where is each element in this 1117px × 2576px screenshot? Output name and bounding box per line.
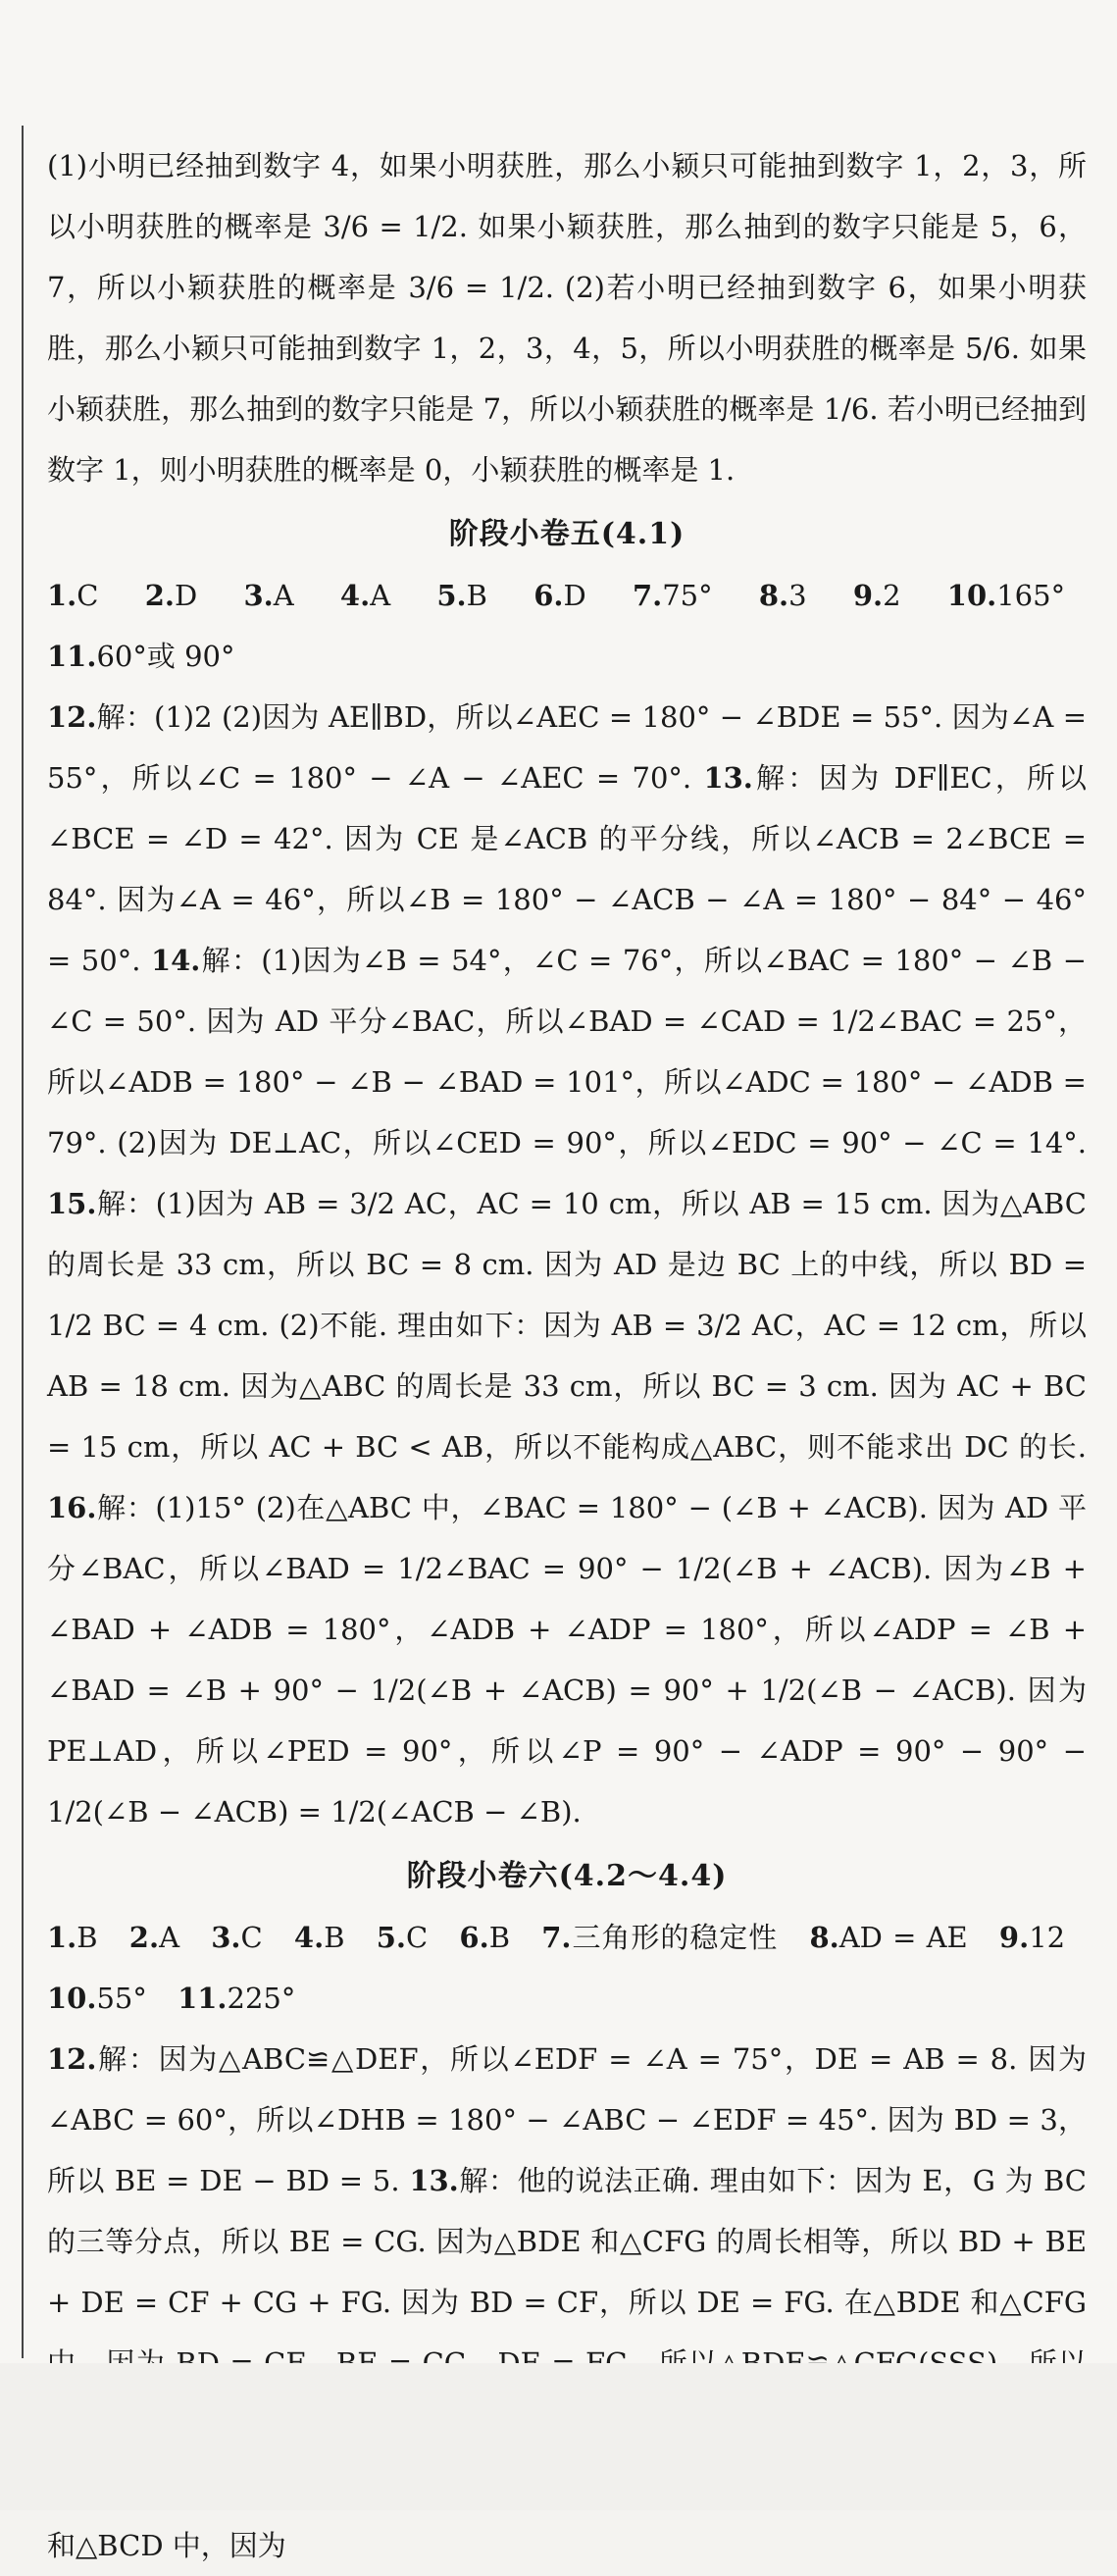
answer-item: 1.C [47, 579, 99, 612]
question-number: 13. [703, 761, 753, 795]
answer-item: 1.B [47, 1921, 98, 1954]
solution-12: 解：因为△ABC≌△DEF，所以∠EDF = ∠A = 75°，DE = AB = 8. 因为∠ABC = 60°，所以∠DHB = 180° − ∠ABC − ∠EDF = 45°. 因为 BD = 3，所以 BE = DE − BD = 5. [47, 2042, 1087, 2197]
answer-item: 7.三角形的稳定性 [541, 1921, 779, 1954]
answer-item: 11.225° [178, 1982, 296, 2015]
answer-item: 3.A [243, 579, 294, 612]
answer-item: 9.2 [852, 579, 901, 612]
solution-14: 解：(1)因为∠B = 54°，∠C = 76°，所以∠BAC = 180° − ∠B − ∠C = 50°. 因为 AD 平分∠BAC，所以∠BAD = ∠CAD = 1/2∠BAC = 25°，所以∠ADB = 180° − ∠B − ∠BAD = 101°，所以∠ADC = 180° − ∠ADB = 79°. (2)因为 DE⊥AC，所以∠CED = 90°，所以∠EDC = 90° − ∠C = 14°. [47, 944, 1087, 1159]
question-number: 13. [409, 2164, 459, 2197]
question-number: 12. [47, 2042, 97, 2076]
answer-item: 2.A [128, 1921, 180, 1954]
solution-16: 解：(1)15° (2)在△ABC 中，∠BAC = 180° − (∠B + ∠ACB). 因为 AD 平分∠BAC，所以∠BAD = 1/2∠BAC = 90° − 1/2(∠B + ∠ACB). 因为∠B + ∠BAD + ∠ADB = 180°，∠ADB + ∠ADP = 180°，所以∠ADP = ∠B + ∠BAD = ∠B + 90° − 1/2(∠B + ∠ACB) = 90° + 1/2(∠B − ∠ACB). 因为 PE⊥AD，所以∠PED = 90°，所以∠P = 90° − ∠ADP = 90° − 90° − 1/2(∠B − ∠ACB) = 1/2(∠ACB − ∠B). [47, 1491, 1087, 1829]
answer-item: 8.3 [758, 579, 807, 612]
section-title-5: 阶段小卷五(4.1) [448, 517, 685, 551]
section-5-solutions [47, 687, 1087, 1842]
left-margin-rule [22, 126, 24, 2358]
section-5-answers [47, 565, 1087, 687]
answer-item: 7.75° [632, 579, 713, 612]
bottom-blank-area [0, 2363, 1117, 2510]
answer-item: 5.B [436, 579, 487, 612]
question-number: 14. [150, 944, 201, 977]
solution-12: 解：(1)2 (2)因为 AE∥BD，所以∠AEC = 180° − ∠BDE = 55°. 因为∠A = 55°，所以∠C = 180° − ∠A − ∠AEC = 70°. [47, 700, 1087, 795]
answer-item: 3.C [211, 1921, 263, 1954]
answer-item: 4.A [339, 579, 391, 612]
answer-item: 10.165° [946, 579, 1066, 612]
solution-13: 解：他的说法正确. 理由如下：因为 E，G 为 BC 的三等分点，所以 BE = CG. 因为△BDE 和△CFG 的周长相等，所以 BD + BE + DE = CF + CG + FG. 因为 BD = CF，所以 DE = FG. 在△BDE 和△CFG [47, 2164, 1087, 2319]
answer-item: 9.12 [998, 1921, 1066, 1954]
question-number: 16. [47, 1491, 97, 1524]
answer-item: 6.D [533, 579, 586, 612]
section-6-answers [47, 1907, 1087, 2029]
answer-item: 8.AD = AE [809, 1921, 968, 1954]
solution-13: 解：因为 DF∥EC，所以∠BCE = ∠D = 42°. 因为 CE 是∠ACB 的平分线，所以∠ACB = 2∠BCE = 84°. 因为∠A = 46°，所以∠B = 180° − ∠ACB − ∠A = 180° − 84° − 46° = 50°. [47, 761, 1087, 977]
answer-item: 4.B [293, 1921, 345, 1954]
question-number: 15. [47, 1187, 97, 1220]
answer-content [47, 135, 1087, 2576]
answer-item: 5.C [376, 1921, 429, 1954]
answer-item: 6.B [459, 1921, 510, 1954]
solution-14: 和△BCD 中，因为 [47, 2529, 286, 2562]
section-title-6: 阶段小卷六(4.2～4.4) [406, 1859, 728, 1893]
question-number: 12. [47, 700, 97, 734]
answer-item: 2.D [144, 579, 198, 612]
answer-item: 11.60°或 90° [47, 640, 235, 673]
answer-item: 10.55° [47, 1982, 147, 2015]
previous-problem-solution: (1)小明已经抽到数字 4，如果小明获胜，那么小颖只可能抽到数字 1，2，3，所以小明获胜的概率是 3/6 = 1/2. 如果小颖获胜，那么抽到的数字只能是 5，6，7，所以小颖获胜的概率是 3/6 = 1/2. (2)若小明已经抽到数字 6，如果小明获胜，那么小颖只可能抽到数字 1，2，3，4，5，所以小明获胜的概率是 5/6. 如果小颖获胜，那么抽到的数字只能是 7，所以小颖获胜的概率是 1/6. 若小明已经抽到数字 1，则小明获胜的概率是 0，小颖获胜的概率是 1. [47, 149, 1087, 487]
solution-15: 解：(1)因为 AB = 3/2 AC，AC = 10 cm，所以 AB = 15 cm. 因为△ABC 的周长是 33 cm，所以 BC = 8 cm. 因为 AD 是边 BC 上的中线，所以 BD = 1/2 BC = 4 cm. (2)不能. 理由如下：因为 AB = 3/2 AC，AC = 12 cm，所以 AB = 18 cm. 因为△ABC 的周长是 33 cm，所以 BC = 3 cm. 因为 AC + BC = 15 cm，所以 AC + BC < AB，所以不能构成△ABC，则不能求出 DC 的长. [47, 1187, 1087, 1464]
